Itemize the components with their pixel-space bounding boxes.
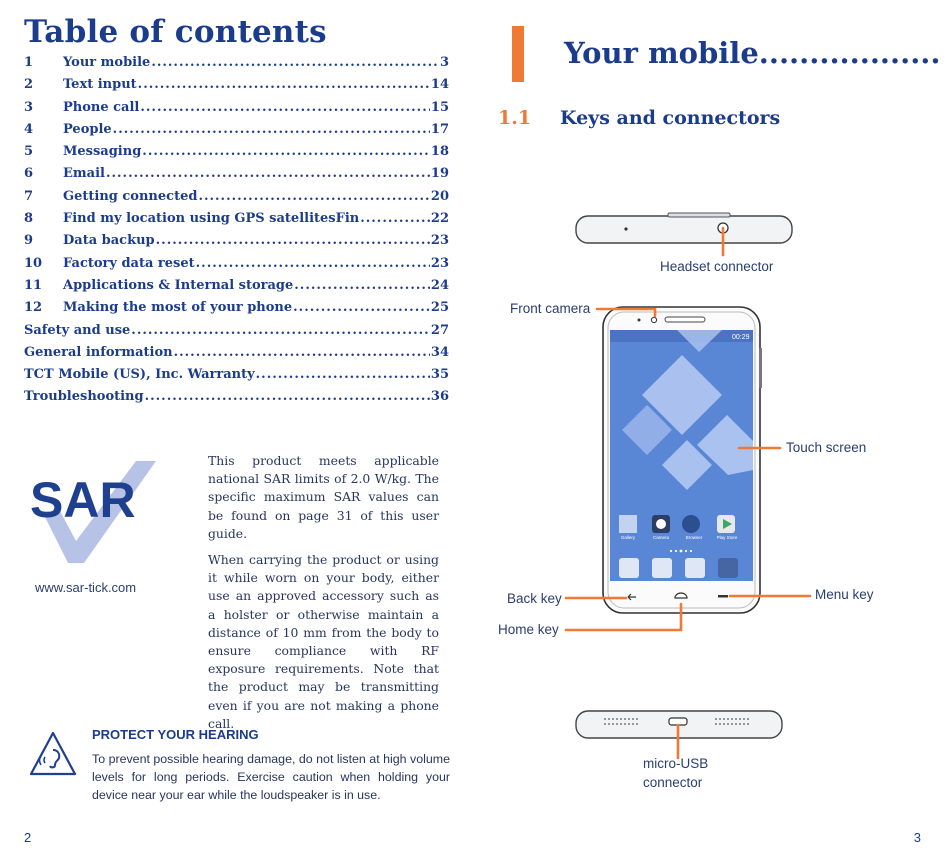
toc-entry-page: 24 <box>430 277 449 293</box>
usb-label-line-1: micro-USB <box>643 756 709 771</box>
toc-entry[interactable] <box>24 278 449 300</box>
hearing-title: PROTECT YOUR HEARING <box>92 727 259 742</box>
touch-screen-display <box>610 330 753 581</box>
front-camera-label: Front camera <box>510 301 591 316</box>
toc-leader-dots <box>113 122 430 137</box>
toc-leader-dots <box>196 256 430 271</box>
toc-entry[interactable] <box>24 166 449 188</box>
headset-connector-label: Headset connector <box>660 259 774 274</box>
phone-top-view <box>576 213 792 243</box>
phone-diagram <box>472 0 945 867</box>
toc-leader-dots <box>360 211 430 226</box>
toc-entry-page: 25 <box>430 300 449 316</box>
toc-entry[interactable] <box>24 144 449 166</box>
toc-entry-label: Messaging <box>63 144 142 160</box>
toc-entry-number: 4 <box>24 121 34 137</box>
chapter-title: Your mobile.................. <box>564 36 941 70</box>
toc-leader-dots <box>138 77 430 92</box>
toc-entry[interactable] <box>24 100 449 122</box>
toc-leader-dots <box>198 189 429 204</box>
toc-entry-label: Find my location using GPS satellitesFin <box>63 211 360 227</box>
page-number-right: 3 <box>913 830 921 845</box>
page-number-left: 2 <box>24 830 32 845</box>
toc-entry-label: Text input <box>63 77 137 93</box>
hearing-warning-icon <box>28 730 78 778</box>
left-page <box>0 0 472 867</box>
right-page <box>472 0 945 867</box>
sar-paragraph-1: This product meets applicable national SAR limits of 2.0 W/kg. The specific maximum SAR values can be found on page 31 of this user guide. <box>208 453 439 541</box>
toc-entry-number: 10 <box>24 255 43 271</box>
toc-entry[interactable] <box>24 367 449 389</box>
toc-leader-dots <box>294 278 430 293</box>
toc-entry-number: 5 <box>24 144 34 160</box>
toc-entry-page: 20 <box>430 188 449 204</box>
section-number: 1.1 <box>498 107 532 129</box>
toc-leader-dots <box>293 300 430 315</box>
toc-entry[interactable] <box>24 323 449 345</box>
menu-key-label: Menu key <box>815 587 874 602</box>
toc-entry-label: People <box>63 121 112 137</box>
toc-leader-dots <box>140 100 430 115</box>
toc-entry-number: 6 <box>24 166 34 182</box>
home-key-icon <box>675 593 687 598</box>
sar-logo-text: SAR <box>30 472 136 528</box>
toc-leader-dots <box>174 345 430 360</box>
sar-paragraph-2: When carrying the product or using it while worn on your body, either use an approved accessory such as a holster or otherwise maintain a distance of 10 mm from the body to ensure compliance with RF exposure requirements. Note that the product may be transmitting even if you are not making a phone call. <box>208 552 439 731</box>
toc-entry-page: 18 <box>430 144 449 160</box>
toc-entry-page: 15 <box>430 99 449 115</box>
app-label-gallery: Gallery <box>620 535 636 540</box>
toc-entry-page: 14 <box>430 77 449 93</box>
toc-entry[interactable] <box>24 189 449 211</box>
toc-entry-page: 36 <box>430 389 449 405</box>
toc-entry-number: 1 <box>24 55 34 70</box>
section-title: Keys and connectors <box>560 107 781 129</box>
toc-entry-number: 11 <box>24 277 43 293</box>
toc-entry-number: 2 <box>24 77 34 93</box>
toc-title: Table of contents <box>24 14 327 50</box>
back-key-label: Back key <box>507 591 562 606</box>
toc-entry[interactable] <box>24 122 449 144</box>
table-of-contents <box>24 55 449 412</box>
toc-entry-page: 23 <box>430 233 449 249</box>
toc-entry-number: 9 <box>24 233 34 249</box>
sar-logo-icon <box>28 455 160 567</box>
toc-entry-label: Your mobile <box>63 55 151 70</box>
hearing-text: To prevent possible hearing damage, do not listen at high volume levels for long periods. Exercise caution when holding your device near your ear while the loudspeaker is in use. <box>92 752 450 802</box>
toc-entry-number: 7 <box>24 188 34 204</box>
toc-entry[interactable] <box>24 211 449 233</box>
toc-entry-page: 35 <box>430 367 449 383</box>
toc-entry-label: Applications & Internal storage <box>63 277 294 293</box>
sar-url: www.sar-tick.com <box>35 580 137 595</box>
status-time: 00:29 <box>732 334 750 341</box>
toc-leader-dots <box>145 389 430 404</box>
toc-entry[interactable] <box>24 256 449 278</box>
toc-entry-page: 17 <box>430 121 449 137</box>
toc-entry-label: Getting connected <box>63 188 198 204</box>
toc-entry[interactable] <box>24 389 449 411</box>
app-label-camera: Camera <box>652 535 670 540</box>
app-label-browser: Browser <box>685 535 703 540</box>
toc-leader-dots <box>156 233 430 248</box>
toc-entry-page: 23 <box>430 255 449 271</box>
sar-statement <box>208 452 439 741</box>
toc-entry-number: 3 <box>24 99 34 115</box>
toc-leader-dots <box>142 144 430 159</box>
toc-entry-label: Making the most of your phone <box>63 300 293 316</box>
toc-leader-dots <box>131 323 430 338</box>
toc-entry-number: 8 <box>24 211 34 227</box>
usb-label-line-2: connector <box>643 775 703 790</box>
toc-leader-dots <box>151 55 439 70</box>
home-key-label: Home key <box>498 622 559 637</box>
toc-leader-dots <box>106 166 430 181</box>
toc-entry[interactable] <box>24 233 449 255</box>
toc-entry[interactable] <box>24 77 449 99</box>
touch-screen-label: Touch screen <box>786 440 867 455</box>
toc-entry[interactable] <box>24 300 449 322</box>
toc-leader-dots <box>256 367 430 382</box>
toc-entry-label: Data backup <box>63 233 155 249</box>
menu-key-icon <box>718 595 728 598</box>
toc-entry-label: Email <box>63 166 105 182</box>
toc-entry[interactable] <box>24 55 449 77</box>
toc-entry-label: Factory data reset <box>63 255 195 271</box>
toc-entry-page: 27 <box>430 322 449 338</box>
toc-entry-page: 34 <box>430 344 449 360</box>
app-label-play-store: Play Store <box>716 535 738 540</box>
toc-entry-label: TCT Mobile (US), Inc. Warranty <box>24 367 255 383</box>
toc-entry-page: 22 <box>430 211 449 227</box>
toc-entry-label: Phone call <box>63 99 140 115</box>
toc-entry-label: General information <box>24 344 173 360</box>
toc-entry-number: 12 <box>24 300 43 316</box>
toc-entry-label: Safety and use <box>24 322 131 338</box>
toc-entry-page: 19 <box>430 166 449 182</box>
toc-entry[interactable] <box>24 345 449 367</box>
toc-entry-page: 3 <box>439 55 449 70</box>
toc-entry-label: Troubleshooting <box>24 389 144 405</box>
